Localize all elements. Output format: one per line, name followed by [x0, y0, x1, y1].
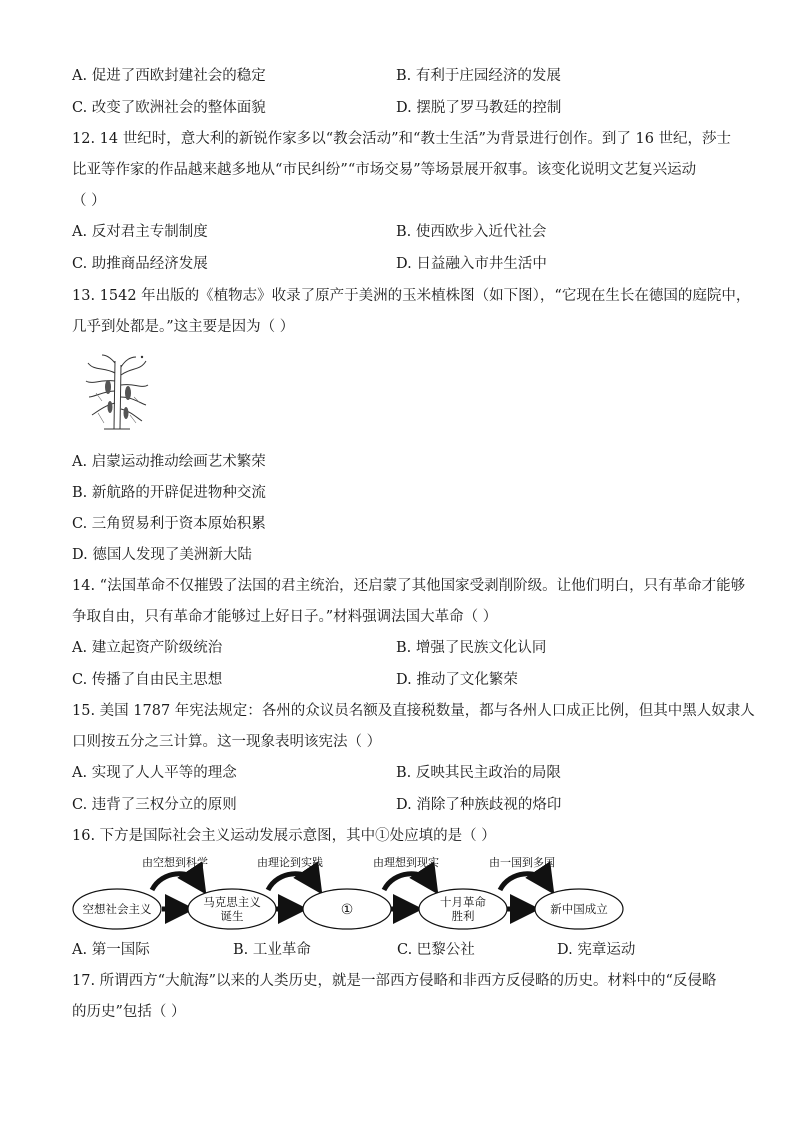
curved-arrow-4	[500, 874, 546, 890]
q12-stem-line1: 12. 14 世纪时，意大利的新锐作家多以“教会活动”和“教士生活”为背景进行创作。到了 16 世纪，莎士	[72, 131, 732, 147]
q16-option-a[interactable]: A. 第一国际	[72, 942, 150, 958]
q11-option-c[interactable]: C. 改变了欧洲社会的整体面貌	[72, 100, 266, 116]
q15-stem-line1: 15. 美国 1787 年宪法规定：各州的众议员名额及直接税数量，都与各州人口成正比例，但其中黑人奴隶人	[72, 703, 755, 719]
node-2-label-line2: 诞生	[220, 909, 244, 923]
arc-label-3: 由理想到现实	[373, 856, 439, 869]
q12-stem-line3: （ ）	[72, 193, 106, 209]
curved-arrow-2	[268, 874, 314, 890]
q16-option-d[interactable]: D. 宪章运动	[557, 942, 636, 958]
curved-arrow-1	[152, 874, 198, 890]
q16-stem: 16. 下方是国际社会主义运动发展示意图，其中①处应填的是（ ）	[72, 828, 496, 844]
arc-label-1: 由空想到科学	[142, 856, 208, 869]
node-5-label: 新中国成立	[550, 902, 608, 916]
q12-option-c[interactable]: C. 助推商品经济发展	[72, 256, 208, 272]
q11-option-b[interactable]: B. 有利于庄园经济的发展	[396, 68, 561, 84]
arc-label-4: 由一国到多国	[489, 856, 555, 869]
q15-option-c[interactable]: C. 违背了三权分立的原则	[72, 797, 237, 813]
corn-plant-illustration	[84, 353, 150, 431]
q17-stem-line2: 的历史”包括（ ）	[72, 1004, 186, 1020]
q11-option-a[interactable]: A. 促进了西欧封建社会的稳定	[72, 68, 266, 84]
q16-option-c[interactable]: C. 巴黎公社	[397, 942, 475, 958]
q13-option-c[interactable]: C. 三角贸易利于资本原始积累	[72, 516, 266, 532]
q12-option-b[interactable]: B. 使西欧步入近代社会	[396, 224, 547, 240]
q14-stem-line2: 争取自由，只有革命才能够过上好日子。”材料强调法国大革命（ ）	[72, 609, 498, 625]
q12-option-d[interactable]: D. 日益融入市井生活中	[396, 256, 547, 272]
q15-stem-line2: 口则按五分之三计算。这一现象表明该宪法（ ）	[72, 734, 382, 750]
node-1-label: 空想社会主义	[82, 902, 152, 916]
arc-label-2: 由理论到实践	[257, 856, 323, 869]
q15-option-a[interactable]: A. 实现了人人平等的理念	[72, 765, 237, 781]
q14-option-a[interactable]: A. 建立起资产阶级统治	[72, 640, 223, 656]
q11-option-d[interactable]: D. 摆脱了罗马教廷的控制	[396, 100, 562, 116]
q14-option-c[interactable]: C. 传播了自由民主思想	[72, 672, 223, 688]
q17-stem-line1: 17. 所谓西方“大航海”以来的人类历史，就是一部西方侵略和非西方反侵略的历史。材料中的“反侵略	[72, 973, 717, 989]
curved-arrow-3	[384, 874, 430, 890]
socialism-development-diagram	[70, 852, 650, 932]
q16-option-b[interactable]: B. 工业革命	[233, 942, 311, 958]
node-4-label-line1: 十月革命	[440, 895, 486, 909]
q13-option-a[interactable]: A. 启蒙运动推动绘画艺术繁荣	[72, 454, 266, 470]
q14-option-b[interactable]: B. 增强了民族文化认同	[396, 640, 547, 656]
q13-stem-line2: 几乎到处都是。”这主要是因为（ ）	[72, 319, 295, 335]
q15-option-d[interactable]: D. 消除了种族歧视的烙印	[396, 797, 562, 813]
q12-stem-line2: 比亚等作家的作品越来越多地从“市民纠纷”“市场交易”等场景展开叙事。该变化说明文艺复兴运动	[72, 162, 697, 178]
q13-option-b[interactable]: B. 新航路的开辟促进物种交流	[72, 485, 266, 501]
q15-option-b[interactable]: B. 反映其民主政治的局限	[396, 765, 561, 781]
node-2-label-line1: 马克思主义	[203, 895, 261, 909]
q13-option-d[interactable]: D. 德国人发现了美洲新大陆	[72, 547, 252, 563]
q13-stem-line1: 13. 1542 年出版的《植物志》收录了原产于美洲的玉米植株图（如下图），“它现在生长在德国的庭院中，	[72, 288, 751, 304]
q14-stem-line1: 14. “法国革命不仅摧毁了法国的君主统治，还启蒙了其他国家受剥削阶级。让他们明白，只有革命才能够	[72, 578, 746, 594]
q14-option-d[interactable]: D. 推动了文化繁荣	[396, 672, 518, 688]
node-4-label-line2: 胜利	[451, 909, 475, 923]
q12-option-a[interactable]: A. 反对君主专制制度	[72, 224, 208, 240]
node-3-label: ①	[340, 902, 354, 918]
